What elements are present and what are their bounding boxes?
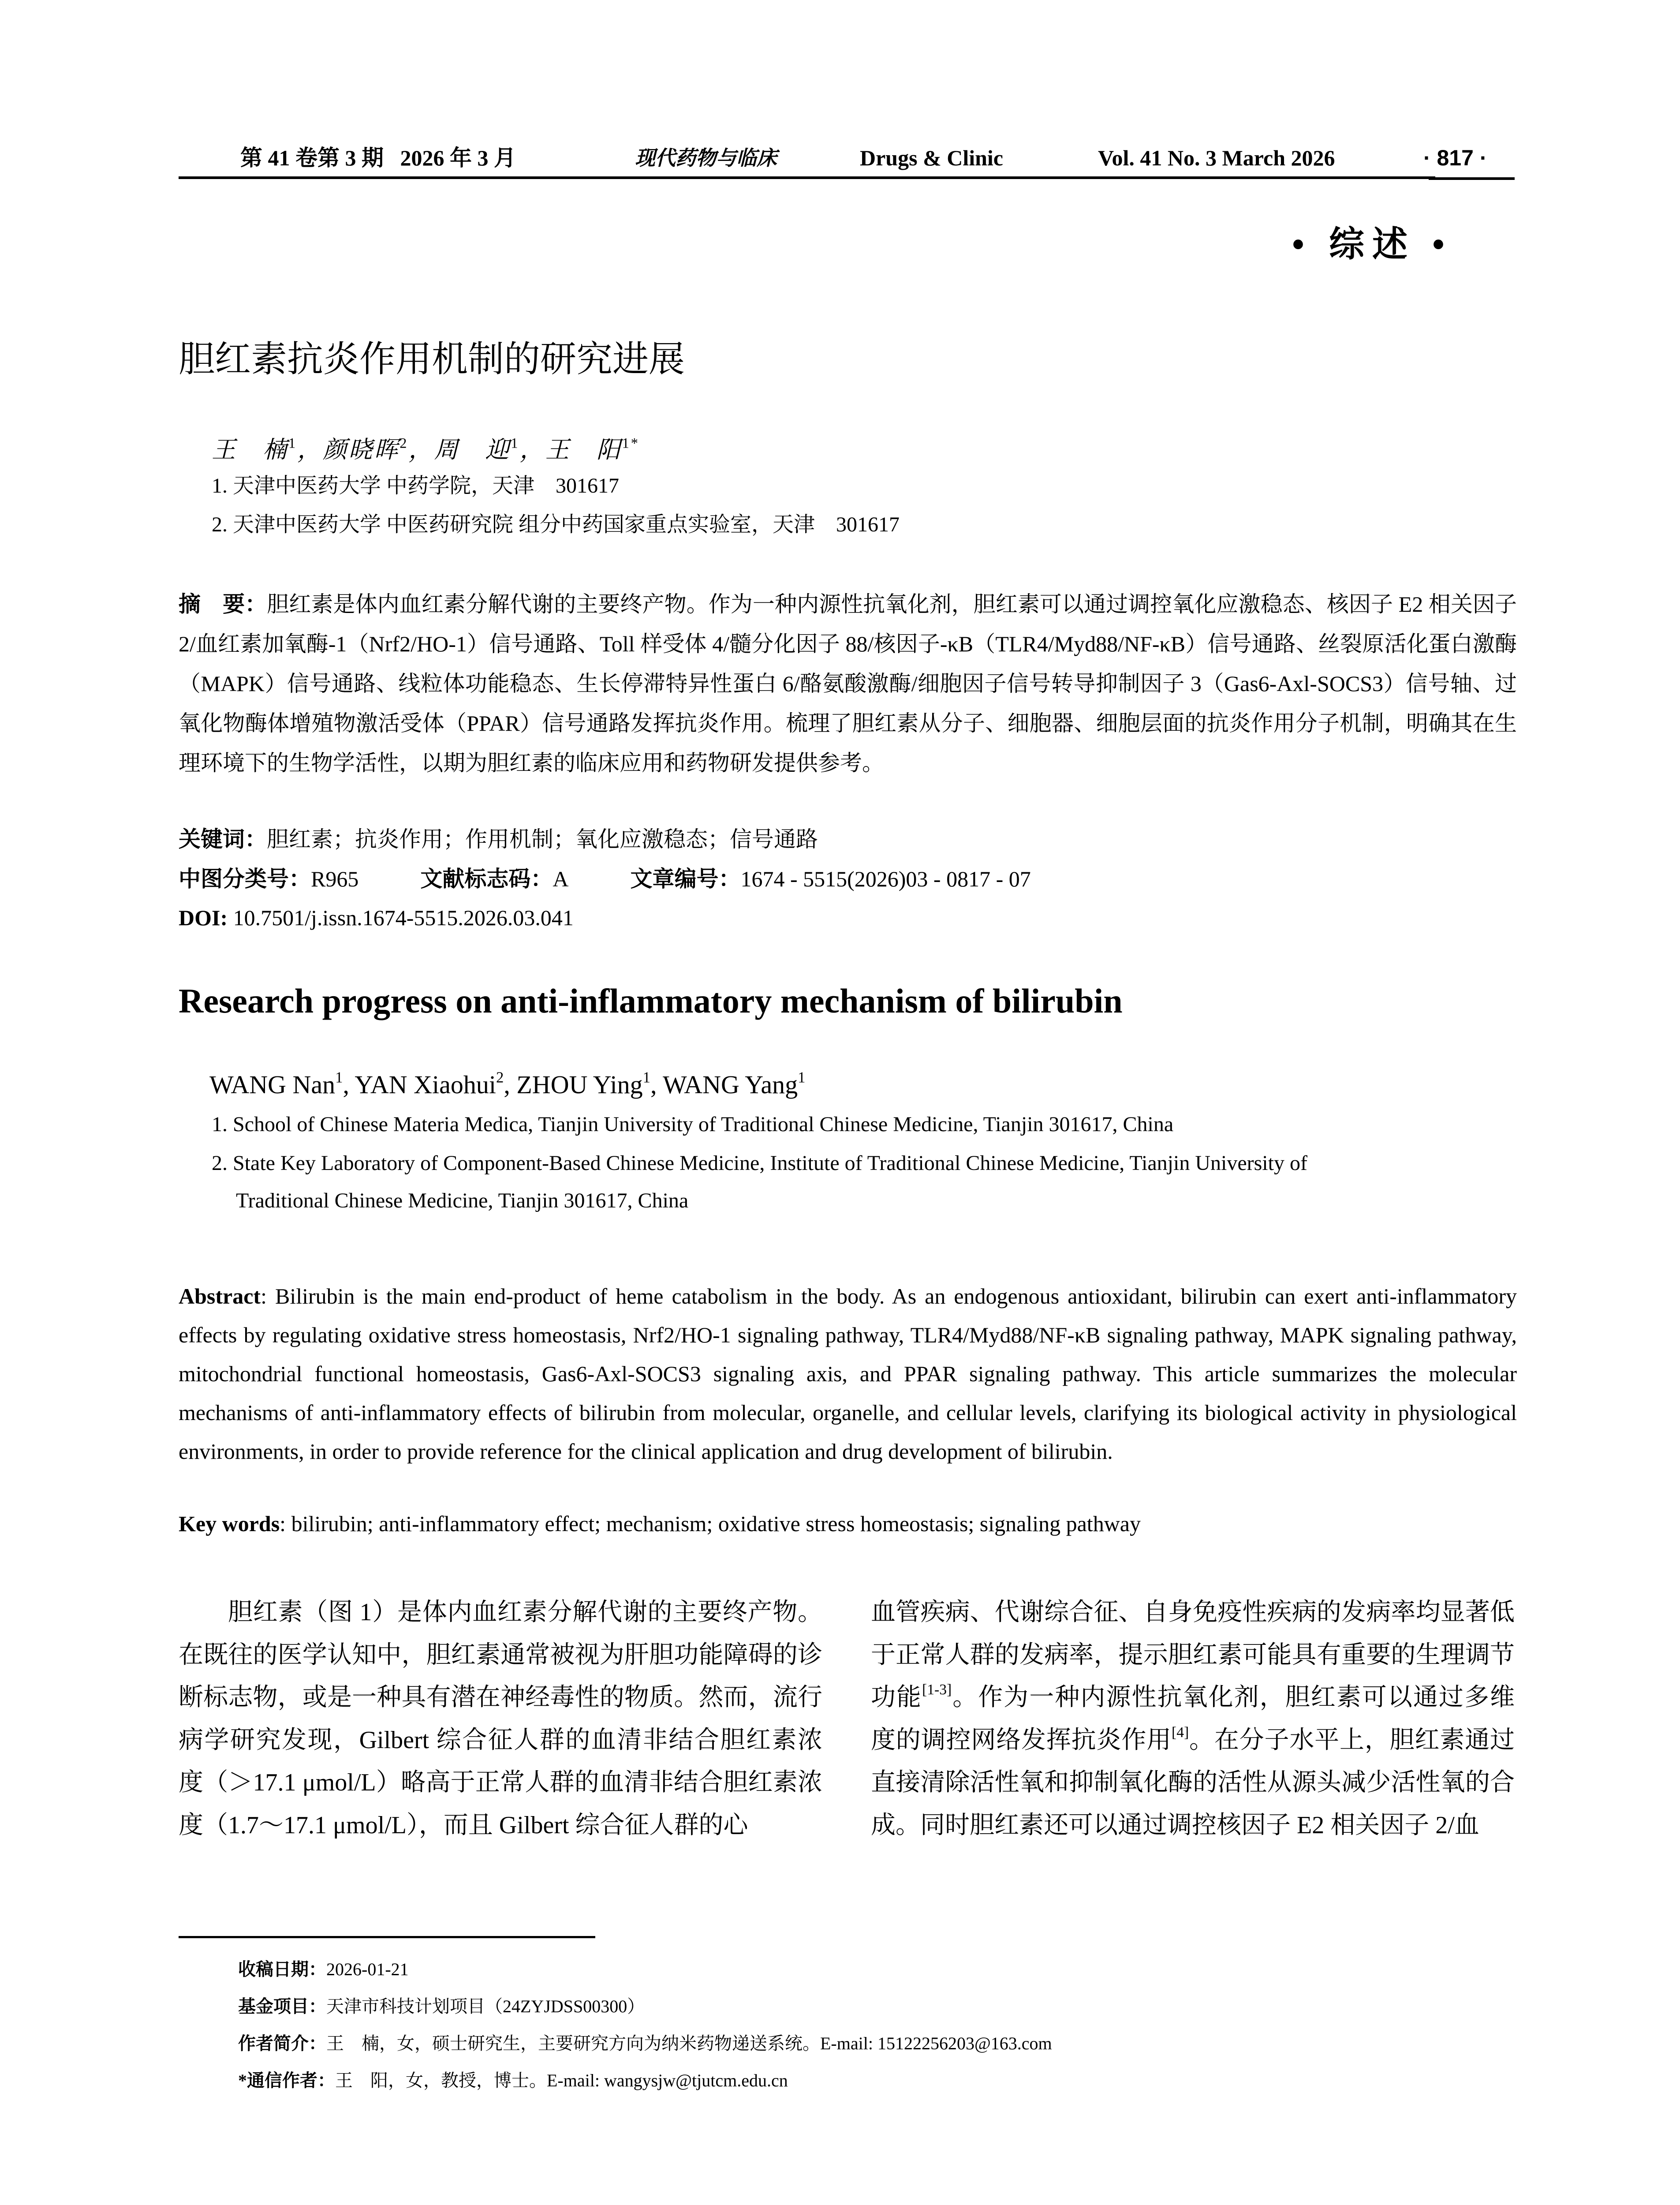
affiliation-en-1: 1. School of Chinese Materia Medica, Tianjin University of Traditional Chinese Medicine, Tianjin 301617, China bbox=[212, 1113, 1174, 1136]
page-number: · 817 · bbox=[1423, 146, 1487, 170]
colon: : bbox=[280, 1511, 291, 1536]
author-info-value: 王 楠，女，硕士研究生，主要研究方向为纳米药物递送系统。E-mail: 15122256203@163.com bbox=[326, 2033, 1052, 2053]
classification-line bbox=[179, 863, 1031, 894]
author-cn: 周 迎$^1$ bbox=[434, 435, 520, 463]
keywords-en-label: Key words bbox=[179, 1511, 280, 1536]
received-label: 收稿日期： bbox=[238, 1959, 326, 1979]
clc-label: 中图分类号： bbox=[179, 867, 311, 891]
citation[interactable]: [4] bbox=[1172, 1724, 1189, 1741]
volume-issue-en: Vol. 41 No. 3 March 2026 bbox=[1098, 146, 1335, 170]
abstract-en bbox=[179, 1277, 1517, 1471]
doc-code-value: A bbox=[553, 867, 569, 891]
issue-date-cn: 2026 年 3 月 bbox=[400, 146, 516, 170]
doi-label: DOI: bbox=[179, 905, 228, 930]
footnote-fund bbox=[238, 1993, 645, 2020]
author-list-en bbox=[209, 1067, 806, 1102]
doi-line bbox=[179, 902, 574, 933]
header-rule bbox=[179, 176, 1435, 179]
author-list-cn bbox=[212, 434, 640, 465]
separator: ， bbox=[519, 437, 545, 463]
author-en: YAN Xiaohui$^2$ bbox=[355, 1069, 504, 1099]
article-title-cn: 胆红素抗炎作用机制的研究进展 bbox=[179, 338, 685, 380]
abstract-cn-label: 摘 要： bbox=[179, 592, 267, 617]
keywords-en bbox=[179, 1508, 1141, 1539]
fund-value: 天津市科技计划项目（24ZYJDSS00300） bbox=[326, 1996, 645, 2016]
keywords-cn bbox=[179, 824, 818, 855]
article-no-value: 1674 - 5515(2026)03 - 0817 - 07 bbox=[740, 867, 1031, 891]
body-text: 。作为一种内源性抗氧化剂，胆红素可以通过多维度的调控网络发挥抗炎作用 bbox=[871, 1684, 1515, 1754]
keywords-cn-label: 关键词： bbox=[179, 827, 267, 852]
body-right-column bbox=[871, 1591, 1515, 1846]
citation[interactable]: [1-3] bbox=[922, 1681, 952, 1698]
separator: , bbox=[504, 1070, 517, 1099]
body-text: 。在分子水平上，胆红素通过直接清除活性氧和抑制氧化酶的活性从源头减少活性氧的合成。同时胆红素还可以通过调控核因子 E2 相关因子 2/血 bbox=[871, 1726, 1515, 1839]
volume-issue-cn: 第 41 卷第 3 期 bbox=[240, 146, 384, 170]
author-cn: 王 阳$^{1*}$ bbox=[545, 435, 640, 463]
affiliation-cn-1: 1. 天津中医药大学 中药学院，天津 301617 bbox=[212, 474, 620, 497]
abstract-cn-text: 胆红素是体内血红素分解代谢的主要终产物。作为一种内源性抗氧化剂，胆红素可以通过调控氧化应激稳态、核因子 E2 相关因子 2/血红素加氧酶-1（Nrf2/HO-1）信号通路、Toll 样受体 4/髓分化因子 88/核因子-κB（TLR4/Myd88/NF-κB）信号通路、丝裂原活化蛋白激酶（MAPK）信号通路、线粒体功能稳态、生长停滞特异性蛋白 6/酪氨酸激酶/细胞因子信号转导抑制因子 3（Gas6-Axl-SOCS3）信号轴、过氧化物酶体增殖物激活受体（PPAR）信号通路发挥抗炎作用。梳理了胆红素从分子、细胞器、细胞层面的抗炎作用分子机制，明确其在生理环境下的生物学活性，以期为胆红素的临床应用和药物研发提供参考。 bbox=[179, 592, 1517, 775]
abstract-cn bbox=[179, 584, 1517, 783]
author-en: WANG Yang$^1$ bbox=[662, 1069, 806, 1099]
header-rule-page bbox=[1429, 177, 1515, 180]
corresponding-label: *通信作者： bbox=[238, 2070, 335, 2090]
affiliation-en-2: 2. State Key Laboratory of Component-Based Chinese Medicine, Institute of Traditional Chinese Medicine, Tianjin University of bbox=[212, 1151, 1307, 1175]
fund-label: 基金项目： bbox=[238, 1996, 326, 2016]
journal-name-cn: 现代药物与临床 bbox=[635, 146, 777, 170]
article-no-label: 文章编号： bbox=[630, 867, 741, 891]
author-cn: 颜晓晖$^2$ bbox=[323, 435, 409, 463]
footnote-author bbox=[238, 2030, 1052, 2057]
author-info-label: 作者简介： bbox=[238, 2033, 326, 2053]
separator: ， bbox=[408, 437, 434, 463]
footnote-corresponding bbox=[238, 2067, 788, 2094]
author-en: WANG Nan$^1$ bbox=[209, 1069, 343, 1099]
footnote-received bbox=[238, 1956, 409, 1983]
header-volume-issue-cn bbox=[240, 140, 516, 176]
doc-code-label: 文献标志码： bbox=[420, 867, 553, 891]
journal-name-en: Drugs & Clinic bbox=[860, 146, 1003, 170]
separator: ， bbox=[297, 437, 323, 463]
separator: , bbox=[650, 1070, 663, 1099]
abstract-en-label: Abstract bbox=[179, 1284, 261, 1308]
abstract-en-text: Bilirubin is the main end-product of heme catabolism in the body. As an endogenous antioxidant, bilirubin can exert anti-inflammatory effects by regulating oxidative stress homeostasis, Nrf2/HO-1 signaling pathway, TLR4/Myd88/NF-κB signaling pathway, MAPK signaling pathway, mitochondrial functional homeostasis, Gas6-Axl-SOCS3 signaling axis, and PPAR signaling pathway. This article summarizes the molecular mechanisms of anti-inflammatory effects of bilirubin from molecular, organelle, and cellular levels, clarifying its biological activity in physiological environments, in order to provide reference for the clinical application and drug development of bilirubin. bbox=[179, 1284, 1517, 1464]
section-tag: • 综述 • bbox=[1292, 225, 1453, 264]
author-en: ZHOU Ying$^1$ bbox=[516, 1069, 651, 1099]
article-title-en: Research progress on anti-inflammatory mechanism of bilirubin bbox=[179, 982, 1123, 1020]
affiliation-en-2-continued: Traditional Chinese Medicine, Tianjin 301617, China bbox=[236, 1189, 689, 1212]
corresponding-value: 王 阳，女，教授，博士。E-mail: wangysjw@tjutcm.edu.cn bbox=[335, 2070, 788, 2090]
footnote-rule bbox=[179, 1936, 595, 1938]
affiliation-cn-2: 2. 天津中医药大学 中医药研究院 组分中药国家重点实验室，天津 301617 bbox=[212, 513, 900, 536]
separator: , bbox=[343, 1070, 355, 1099]
keywords-cn-text: 胆红素；抗炎作用；作用机制；氧化应激稳态；信号通路 bbox=[267, 827, 818, 852]
received-value: 2026-01-21 bbox=[326, 1959, 409, 1979]
doi-value[interactable]: 10.7501/j.issn.1674-5515.2026.03.041 bbox=[233, 905, 574, 930]
body-text: 血管疾病、代谢综合征、自身免疫性疾病的发病率均显著低于正常人群的发病率，提示胆红素可能具有重要的生理调节功能 bbox=[871, 1599, 1515, 1711]
keywords-en-text: bilirubin; anti-inflammatory effect; mechanism; oxidative stress homeostasis; signaling pathway bbox=[291, 1511, 1141, 1536]
body-left-column: 胆红素（图 1）是体内血红素分解代谢的主要终产物。在既往的医学认知中，胆红素通常被视为肝胆功能障碍的诊断标志物，或是一种具有潜在神经毒性的物质。然而，流行病学研究发现，Gilbert 综合征人群的血清非结合胆红素浓度（＞17.1 μmol/L）略高于正常人群的血清非结合胆红素浓度（1.7～17.1 μmol/L），而且 Gilbert 综合征人群的心 bbox=[179, 1599, 822, 1839]
clc-value: R965 bbox=[311, 867, 359, 891]
author-cn: 王 楠$^1$ bbox=[212, 435, 298, 463]
colon: : bbox=[261, 1284, 275, 1308]
